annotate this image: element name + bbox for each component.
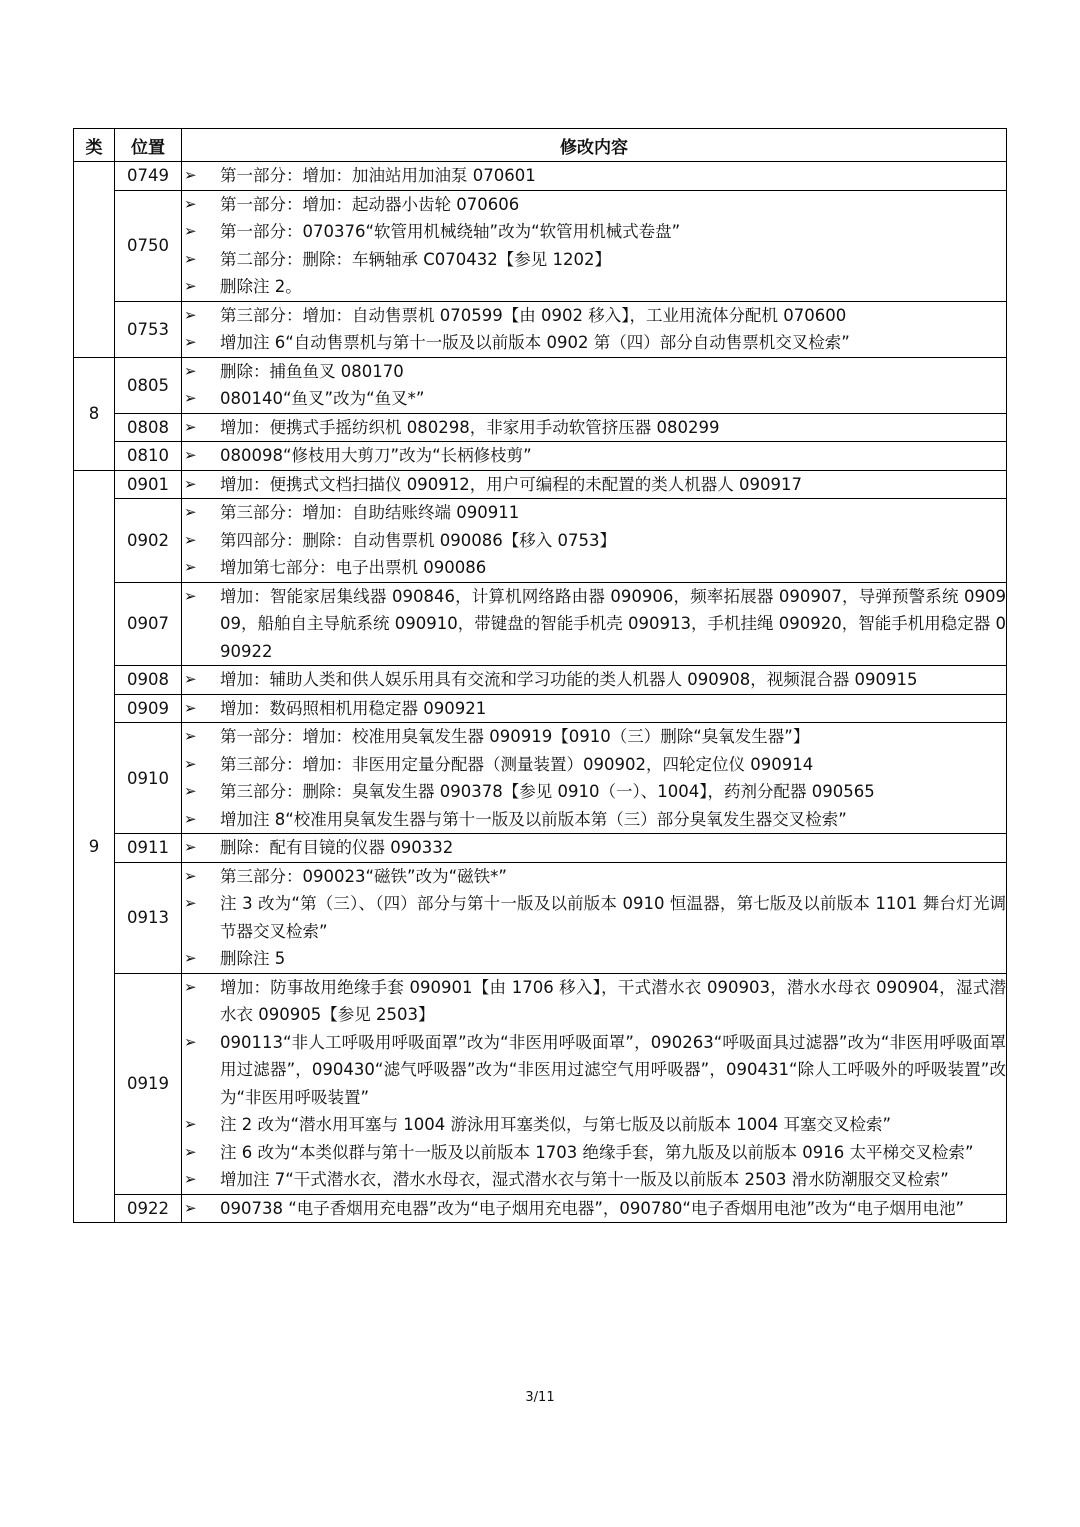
position-cell: 0808 bbox=[115, 413, 182, 442]
table-row bbox=[74, 162, 1007, 191]
table-row bbox=[74, 582, 1007, 666]
content-item-text: 增加注 8“校准用臭氧发生器与第十一版及以前版本第（三）部分臭氧发生器交叉检索” bbox=[220, 809, 847, 829]
table-row bbox=[74, 1194, 1007, 1223]
content-item bbox=[182, 778, 1006, 806]
arrow-bullet-icon: ➢ bbox=[184, 194, 197, 213]
header-class: 类 bbox=[74, 129, 115, 162]
arrow-bullet-icon: ➢ bbox=[184, 670, 197, 688]
arrow-bullet-icon: ➢ bbox=[184, 1198, 197, 1217]
content-item-text: 080140“鱼叉”改为“鱼叉*” bbox=[220, 389, 425, 408]
class-cell bbox=[74, 162, 115, 358]
content-item-text: 增加：便携式手摇纺织机 080298，非家用手动软管挤压器 080299 bbox=[220, 417, 720, 437]
arrow-bullet-icon: ➢ bbox=[184, 417, 197, 436]
content-item-text: 删除注 2。 bbox=[220, 277, 302, 296]
arrow-bullet-icon: ➢ bbox=[184, 503, 197, 521]
content-item bbox=[182, 162, 1006, 190]
content-item bbox=[182, 666, 1006, 694]
content-cell bbox=[182, 666, 1007, 695]
content-item-text: 第三部分：增加：自动售票机 070599【由 0902 移入】，工业用流体分配机 070600 bbox=[220, 305, 847, 325]
table-row bbox=[74, 357, 1007, 413]
arrow-bullet-icon: ➢ bbox=[184, 838, 197, 856]
position-cell: 0749 bbox=[115, 162, 182, 191]
content-item bbox=[182, 358, 1006, 386]
content-item-text: 第四部分：删除：自动售票机 090086【移入 0753】 bbox=[220, 530, 616, 550]
content-item bbox=[182, 218, 1006, 246]
arrow-bullet-icon: ➢ bbox=[184, 698, 197, 717]
content-item bbox=[182, 442, 1006, 470]
content-item bbox=[182, 273, 1006, 301]
content-cell bbox=[182, 582, 1007, 666]
content-cell bbox=[182, 862, 1007, 973]
content-item-text: 第一部分：增加：校准用臭氧发生器 090919【0910（三）删除“臭氧发生器”】 bbox=[220, 727, 810, 746]
content-item bbox=[182, 499, 1006, 527]
content-item-text: 080098“修枝用大剪刀”改为“长柄修枝剪” bbox=[220, 446, 532, 465]
content-cell bbox=[182, 470, 1007, 499]
content-cell bbox=[182, 190, 1007, 301]
table-header-row bbox=[74, 129, 1007, 162]
arrow-bullet-icon: ➢ bbox=[184, 586, 197, 605]
content-item-text: 第一部分：增加：起动器小齿轮 070606 bbox=[220, 194, 520, 214]
content-cell bbox=[182, 973, 1007, 1194]
arrow-bullet-icon: ➢ bbox=[184, 754, 197, 773]
content-item-text: 注 3 改为“第（三）、（四）部分与第十一版及以前版本 0910 恒温器，第七版及以前版本 1101 舞台灯光调节器交叉检索” bbox=[220, 894, 1006, 941]
position-cell: 0901 bbox=[115, 470, 182, 499]
arrow-bullet-icon: ➢ bbox=[184, 782, 197, 800]
arrow-bullet-icon: ➢ bbox=[184, 866, 197, 885]
position-cell: 0805 bbox=[115, 357, 182, 413]
arrow-bullet-icon: ➢ bbox=[184, 809, 197, 828]
arrow-bullet-icon: ➢ bbox=[184, 558, 197, 576]
position-cell: 0910 bbox=[115, 723, 182, 834]
content-cell bbox=[182, 723, 1007, 834]
content-item bbox=[182, 1139, 1006, 1167]
arrow-bullet-icon: ➢ bbox=[184, 1032, 197, 1051]
content-item bbox=[182, 329, 1006, 357]
arrow-bullet-icon: ➢ bbox=[184, 222, 197, 240]
content-item-text: 第一部分：增加：加油站用加油泵 070601 bbox=[220, 166, 536, 185]
content-item bbox=[182, 385, 1006, 413]
table-row bbox=[74, 470, 1007, 499]
content-item bbox=[182, 723, 1006, 751]
position-cell: 0922 bbox=[115, 1194, 182, 1223]
content-item-text: 第一部分：070376“软管用机械绕轴”改为“软管用机械式卷盘” bbox=[220, 222, 681, 241]
table-row bbox=[74, 301, 1007, 357]
position-cell: 0919 bbox=[115, 973, 182, 1194]
table-row bbox=[74, 834, 1007, 863]
position-cell: 0907 bbox=[115, 582, 182, 666]
arrow-bullet-icon: ➢ bbox=[184, 1142, 197, 1161]
arrow-bullet-icon: ➢ bbox=[184, 530, 197, 549]
position-cell: 0908 bbox=[115, 666, 182, 695]
table-row bbox=[74, 723, 1007, 834]
content-item-text: 删除：配有目镜的仪器 090332 bbox=[220, 838, 454, 857]
content-item-text: 第二部分：删除：车辆轴承 C070432【参见 1202】 bbox=[220, 249, 611, 269]
content-item bbox=[182, 890, 1006, 945]
header-position: 位置 bbox=[115, 129, 182, 162]
content-item bbox=[182, 527, 1006, 555]
content-item bbox=[182, 751, 1006, 779]
content-item-text: 090113“非人工呼吸用呼吸面罩”改为“非医用呼吸面罩”，090263“呼吸面具过滤器”改为“非医用呼吸面罩用过滤器”，090430“滤气呼吸器”改为“非医用过滤空气用呼吸器”，090431“除人工呼吸外的呼吸装置”改为“非医用呼吸装置” bbox=[220, 1032, 1006, 1107]
position-cell: 0911 bbox=[115, 834, 182, 863]
arrow-bullet-icon: ➢ bbox=[184, 727, 197, 745]
arrow-bullet-icon: ➢ bbox=[184, 361, 197, 380]
revision-table bbox=[73, 128, 1007, 1223]
content-item bbox=[182, 974, 1006, 1029]
content-item-text: 090738 “电子香烟用充电器”改为“电子烟用充电器”，090780“电子香烟用电池”改为“电子烟用电池” bbox=[220, 1198, 965, 1218]
arrow-bullet-icon: ➢ bbox=[184, 249, 197, 268]
content-item-text: 增加：辅助人类和供人娱乐用具有交流和学习功能的类人机器人 090908，视频混合器 090915 bbox=[220, 670, 918, 689]
position-cell: 0753 bbox=[115, 301, 182, 357]
content-item bbox=[182, 834, 1006, 862]
position-cell: 0810 bbox=[115, 442, 182, 471]
content-item bbox=[182, 1111, 1006, 1139]
content-item-text: 第三部分：090023“磁铁”改为“磁铁*” bbox=[220, 866, 507, 886]
table-row bbox=[74, 862, 1007, 973]
content-cell bbox=[182, 357, 1007, 413]
content-item bbox=[182, 1195, 1006, 1223]
table-row bbox=[74, 666, 1007, 695]
position-cell: 0750 bbox=[115, 190, 182, 301]
content-cell bbox=[182, 301, 1007, 357]
arrow-bullet-icon: ➢ bbox=[184, 1170, 197, 1188]
content-item bbox=[182, 1166, 1006, 1194]
content-item-text: 删除注 5 bbox=[220, 949, 286, 968]
arrow-bullet-icon: ➢ bbox=[184, 277, 197, 295]
content-item bbox=[182, 246, 1006, 274]
content-item bbox=[182, 695, 1006, 723]
arrow-bullet-icon: ➢ bbox=[184, 1115, 197, 1133]
table-row bbox=[74, 442, 1007, 471]
page-number: 3/11 bbox=[525, 1390, 555, 1405]
arrow-bullet-icon: ➢ bbox=[184, 389, 197, 407]
content-item-text: 增加：便携式文档扫描仪 090912，用户可编程的未配置的类人机器人 090917 bbox=[220, 474, 802, 494]
position-cell: 0913 bbox=[115, 862, 182, 973]
position-cell: 0909 bbox=[115, 694, 182, 723]
table-row bbox=[74, 413, 1007, 442]
arrow-bullet-icon: ➢ bbox=[184, 474, 197, 493]
content-cell bbox=[182, 442, 1007, 471]
content-item bbox=[182, 1029, 1006, 1112]
content-item-text: 增加：数码照相机用稳定器 090921 bbox=[220, 698, 487, 718]
position-cell: 0902 bbox=[115, 499, 182, 583]
content-item-text: 删除：捕鱼鱼叉 080170 bbox=[220, 361, 404, 381]
table-row bbox=[74, 973, 1007, 1194]
content-item-text: 第三部分：删除：臭氧发生器 090378【参见 0910（一）、1004】，药剂分配器 090565 bbox=[220, 782, 875, 801]
content-item-text: 增加：智能家居集线器 090846，计算机网络路由器 090906，频率拓展器 090907，导弹预警系统 090909，船舶自主导航系统 090910，带键盘的智能手机壳 090913，手机挂绳 090920，智能手机用稳定器 090922 bbox=[220, 586, 1006, 661]
content-cell bbox=[182, 694, 1007, 723]
content-item-text: 第三部分：增加：自助结账终端 090911 bbox=[220, 503, 520, 522]
content-item bbox=[182, 863, 1006, 891]
content-item bbox=[182, 471, 1006, 499]
header-content: 修改内容 bbox=[182, 129, 1007, 162]
content-item bbox=[182, 302, 1006, 330]
arrow-bullet-icon: ➢ bbox=[184, 949, 197, 967]
class-cell: 8 bbox=[74, 357, 115, 470]
content-item-text: 注 6 改为“本类似群与第十一版及以前版本 1703 绝缘手套，第九版及以前版本 0916 太平梯交叉检索” bbox=[220, 1142, 974, 1162]
arrow-bullet-icon: ➢ bbox=[184, 446, 197, 464]
content-item-text: 第三部分：增加：非医用定量分配器（测量装置）090902，四轮定位仪 090914 bbox=[220, 754, 814, 774]
arrow-bullet-icon: ➢ bbox=[184, 305, 197, 324]
content-item-text: 增加第七部分：电子出票机 090086 bbox=[220, 558, 487, 577]
content-item-text: 增加注 6“自动售票机与第十一版及以前版本 0902 第（四）部分自动售票机交叉检索” bbox=[220, 333, 850, 352]
arrow-bullet-icon: ➢ bbox=[184, 894, 197, 912]
arrow-bullet-icon: ➢ bbox=[184, 166, 197, 184]
content-item-text: 增加：防事故用绝缘手套 090901【由 1706 移入】，干式潜水衣 090903，潜水水母衣 090904，湿式潜水衣 090905【参见 2503】 bbox=[220, 977, 1006, 1024]
content-cell bbox=[182, 499, 1007, 583]
arrow-bullet-icon: ➢ bbox=[184, 333, 197, 351]
content-item bbox=[182, 806, 1006, 834]
table-row bbox=[74, 694, 1007, 723]
class-cell: 9 bbox=[74, 470, 115, 1223]
content-item-text: 注 2 改为“潜水用耳塞与 1004 游泳用耳塞类似，与第七版及以前版本 1004 耳塞交叉检索” bbox=[220, 1115, 892, 1134]
content-cell bbox=[182, 413, 1007, 442]
table-row bbox=[74, 190, 1007, 301]
content-item bbox=[182, 945, 1006, 973]
content-item-text: 增加注 7“干式潜水衣，潜水水母衣，湿式潜水衣与第十一版及以前版本 2503 滑水防潮服交叉检索” bbox=[220, 1170, 949, 1189]
content-item bbox=[182, 554, 1006, 582]
arrow-bullet-icon: ➢ bbox=[184, 977, 197, 996]
table-row bbox=[74, 499, 1007, 583]
content-cell bbox=[182, 1194, 1007, 1223]
content-item bbox=[182, 583, 1006, 666]
content-cell bbox=[182, 834, 1007, 863]
content-item bbox=[182, 191, 1006, 219]
content-cell bbox=[182, 162, 1007, 191]
content-item bbox=[182, 414, 1006, 442]
